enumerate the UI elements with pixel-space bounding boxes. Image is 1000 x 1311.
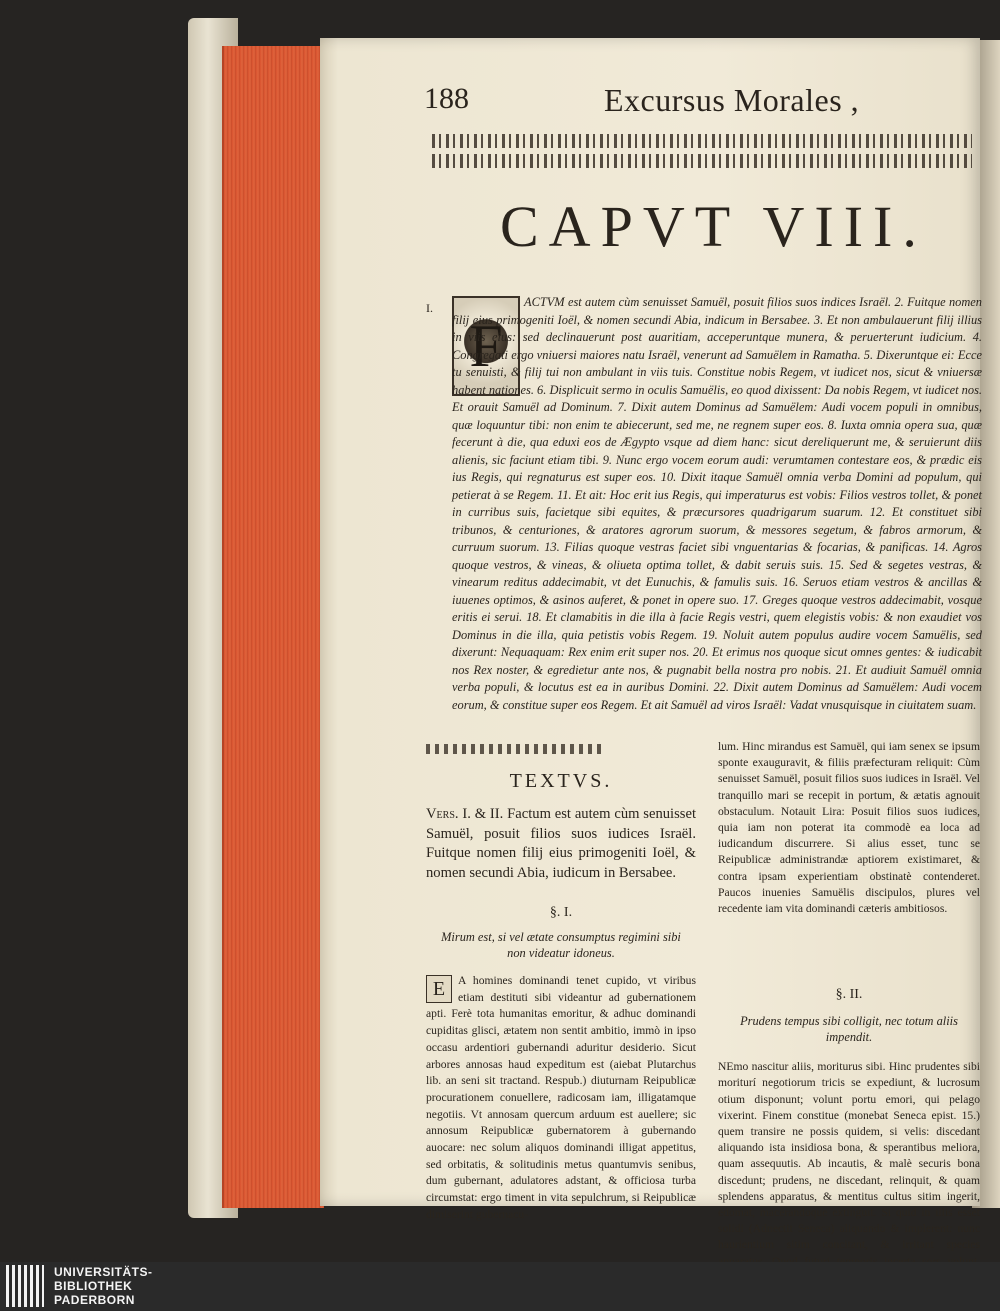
left-column bbox=[426, 760, 696, 1224]
library-name bbox=[54, 1265, 153, 1307]
running-title: Excursus Morales , bbox=[604, 82, 860, 118]
header-ornament-band bbox=[432, 134, 972, 148]
section-heading: Prudens tempus sibi colligit, nec totum aliis impendit. bbox=[740, 1014, 958, 1045]
body-paragraph: NEmo nascitur aliis, moriturus sibi. Hinc prudentes sibi moriturí negotiorum tricis se expediunt, & lucrosum otium disponunt; volunt portu emori, qui pelago vixerint. Finem constitue (monebat Seneca epist. 15.) quem transire ne possis quidem, si velis: discedant aliquando ista insidiosa bona, & sperantibus meliora, quam assequutis. Ab incautis, & malè securis bona discedunt; prudens, ne discedant, relinquit, & quam splendens apparatus, & mentitus cultus sitim ingerit, edomat, macerandoque extinguit. Si quid in illis esset solidi (Adnectit Seneca) aliquando & implerent: nunc haurientium sitim concitant, & irritant species bbox=[718, 1060, 980, 1252]
chapter-verses: ACTVM est autem cùm senuisset Samuël, posuit filios suos indices Israël. 2. Fuitque nomen filij eius primogeniti Ioël, & nomen secundi Abia, indicum in Bersabee. 3. Et non ambulauerunt filij illius in viis eius: sed declinauerunt post auaritiam, acceperuntque munera, & peruerterunt iudicium. 4. Congregati ergo vniuersi maiores natu Israël, venerunt ad Samuëlem in Ramatha. 5. Dixeruntque ei: Ecce tu senuisti, & filij tui non ambulant in viis tuis. Constitue nobis Regem, vt iudicet nos, sicut & vniuersæ habent nationes. 6. Displicuit sermo in oculis Samuëlis, eo quod dixissent: Da nobis Regem, vt iudicet nos. Et orauit Samuël ad Dominum. 7. Dixit autem Dominus ad Samuëlem: Audi vocem populi in omnibus, quæ loquuntur tibi: non enim te abiecerunt, sed me, ne regnem super eos. 8. Iuxta omnia opera sua, quæ fecerunt à die, qua eduxi eos de Ægypto vsque ad diem hanc: sicut dereliquerunt me, & seruierunt diis alienis, sic faciunt etiam tibi. 9. Nunc ergo vocem eorum audi: verumtamen contestare eos, & prædic eis ius Regis, qui regnaturus est super eos. 10. Dixit itaque Samuël omnia verba Domini ad populum, qui petierat à se Regem. 11. Et ait: Hoc erit ius Regis, qui imperaturus est vobis: Filios vestros tollet, & ponet in curribus suis, facietque sibi equites, & præcursores quadrigarum suarum. 12. Et constituet sibi tribunos, & centuriones, & aratores agrorum suorum, & messores segetum, & fabros armorum, & curruum suorum. 13. Filias quoque vestras faciet sibi vnguentarias & focarias, & panificas. 14. Agros quoque vestros, & vineas, & oliueta optima tollet, & dabit seruis suis. 15. Sed & segetes vestras, & vinearum reditus addecimabit, vt det Eunuchis, & famulis suis. 16. Seruos etiam vestros & ancillas & iuuenes optimos, & asinos auferet, & ponet in opere suo. 17. Greges quoque vestros addecimabit, vosque eritis ei serui. 18. Et clamabitis in die illa à facie Regis vestri, quem elegistis vobis: & non exaudiet vos Dominus in die illa, quia petistis vobis Regem. 19. Noluit autem populus audire vocem Samuëlis, sed dixerunt: Nequaquam: Rex enim erit super nos. 20. Et erimus nos quoque sicut omnes gentes: & iudicabit nos Rex noster, & egredietur ante nos, & pugnabit bella nostra pro nobis. 21. Et audiuit Samuël omnia verba populi, & locutus est ea in auribus Domini. 22. Dixit autem Dominus ad Samuëlem: Audi vocem eorum, & constitue super eos Regem. Et ait Samuël ad viros Israël: Vadat vnusquisque in ciuitatem suam. bbox=[452, 295, 982, 712]
page-number: 188 bbox=[424, 82, 469, 115]
chapter-title: CAPVT VIII. bbox=[500, 194, 927, 259]
small-drop-cap: E bbox=[426, 975, 452, 1003]
divider-ornament bbox=[426, 744, 606, 754]
body-paragraph bbox=[426, 973, 696, 1224]
paragraph-mark: §. I. bbox=[549, 905, 573, 920]
library-name-line: PADERBORN bbox=[54, 1293, 135, 1307]
body-text: A homines dominandi tenet cupido, vt viribus etiam destituti sibi videantur ad gubernationem apti. Ferè tota humanitas emoritur, & adhuc dominandi cupiditas glisci, ætatem non sentit ambitio, immò in ipso occasu ardentiori gubernandi aduritur desiderio. Sicut arbores annosas haud expeditum est (aiebat Plutarchus lib. an seni sit tractand. Respub.) diuturnam Reipublicæ procurationem conuellere, radicosam iam, illigatamque negotiis. Vt annosam quercum arduum est auellere; sic annosum Reipublicæ gubernatorem à gubernando auocare: nec solum aliquos dominandi illigat appetitus, sed orbitatis, & solitudinis metus quantumvis senibus, dum gubernant, adulatores adstant, & officiosa turba circumstat: ergo timent in vita sepulchrum, si Reipublicæ dimiserint gubernacu- bbox=[426, 974, 696, 1221]
vers-paragraph bbox=[426, 805, 696, 883]
page-header bbox=[424, 82, 944, 126]
library-name-line: UNIVERSITÄTS- bbox=[54, 1265, 153, 1279]
paragraph-mark: §. II. bbox=[835, 987, 863, 1003]
header-ornament-band bbox=[432, 154, 972, 168]
library-footer bbox=[0, 1262, 1000, 1311]
right-column bbox=[718, 739, 980, 1286]
section-heading: Mirum est, si vel ætate consumptus regimini sibi non videatur idoneus. bbox=[441, 930, 681, 960]
red-page-edges bbox=[222, 46, 324, 1208]
vers-label: Vers. I. & II. bbox=[426, 806, 504, 822]
continuation-paragraph: lum. Hinc mirandus est Samuël, qui iam senex se ipsum sponte exauguravit, & filiis præfecturam reliquit: Cùm senuisset Samuël, posuit filios suos iudices in Israël. Vel tranquillo mari se recepit in portum, & ætatis agnouit obstaculum. Notauit Lira: Posuit filios suos iudices, quia iam non poterat ita commodè ea loca ad iudicandum discurrere. Si alius esset, tunc se Reipublicæ administrandæ aptiorem existimaret, & contra ipsam experientiam obstinatè contenderet. Paucos inuenies Samuëlis discipulos, plures vel recedente iam vita dominandi cæteris ambitiosos. bbox=[718, 740, 980, 916]
verse-marker: I. bbox=[426, 301, 433, 315]
drop-cap-letter: F bbox=[469, 312, 503, 379]
library-logo-icon bbox=[6, 1265, 44, 1307]
vers-text: Factum est autem cùm senuisset Samuël, posuit filios suos iudices Israël. Fuitque nomen filij eius primogeniti Ioël, & nomen secundi Abia, iudicum in Bersabee. bbox=[426, 806, 697, 881]
book-page bbox=[320, 38, 982, 1252]
library-name-line: BIBLIOTHEK bbox=[54, 1279, 133, 1293]
section-title: TEXTVS. bbox=[509, 770, 613, 792]
